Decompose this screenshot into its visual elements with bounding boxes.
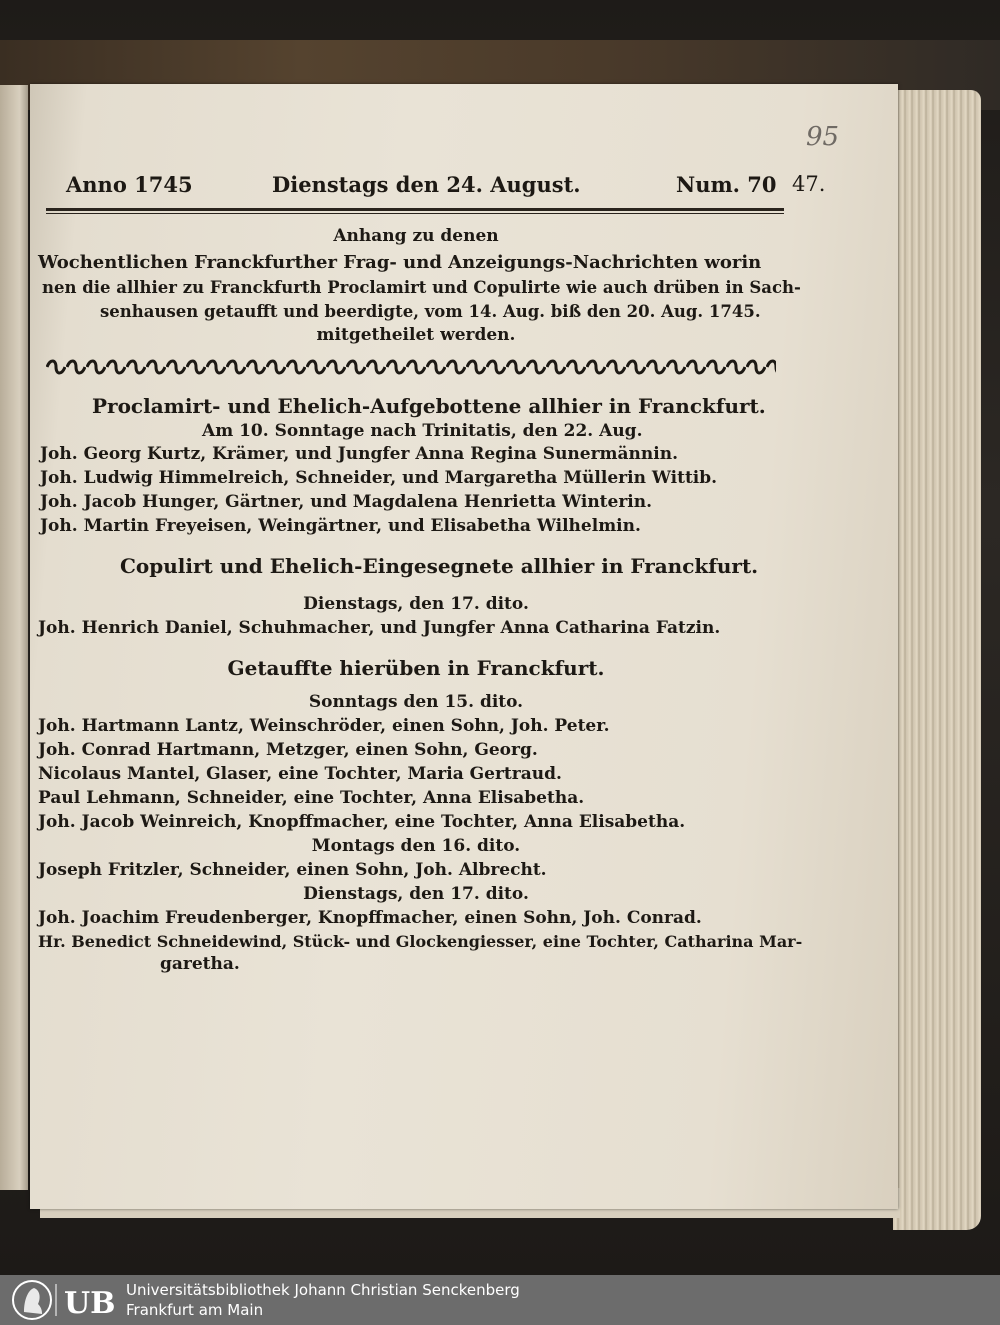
baptism-entry-continuation: garetha. — [160, 954, 240, 974]
baptism-entry: Joh. Joachim Freudenberger, Knopffmacher, einen Sohn, Joh. Conrad. — [38, 908, 702, 928]
left-page-edge — [0, 85, 28, 1190]
pencil-page-number: 95 — [806, 122, 840, 152]
header-date: Dienstags den 24. August. — [272, 172, 581, 197]
getauffte-day-3: Dienstags, den 17. dito. — [303, 884, 529, 904]
copulirt-entry: Joh. Henrich Daniel, Schuhmacher, und Jungfer Anna Catharina Fatzin. — [38, 618, 721, 638]
proclamirt-subheading: Am 10. Sonntage nach Trinitatis, den 22. Aug. — [202, 421, 643, 441]
header-rule — [46, 208, 784, 211]
ub-logo-text: UB — [64, 1286, 116, 1321]
footer-line-1: Universitätsbibliothek Johann Christian Senckenberg — [126, 1281, 520, 1299]
baptism-entry: Paul Lehmann, Schneider, eine Tochter, Anna Elisabetha. — [38, 788, 585, 808]
baptism-entry: Joh. Conrad Hartmann, Metzger, einen Sohn, Georg. — [38, 740, 538, 760]
intro-line-5: mitgetheilet werden. — [316, 325, 516, 345]
proclamirt-entry: Joh. Jacob Hunger, Gärtner, und Magdalena Henrietta Winterin. — [40, 492, 653, 512]
intro-line-1: Anhang zu denen — [333, 226, 499, 246]
baptism-entry: Hr. Benedict Schneidewind, Stück- und Glockengiesser, eine Tochter, Catharina Mar- — [38, 932, 803, 951]
header-year: Anno 1745 — [66, 172, 193, 197]
baptism-entry: Nicolaus Mantel, Glaser, eine Tochter, Maria Gertraud. — [38, 764, 562, 784]
page-stack-edge — [893, 90, 981, 1230]
baptism-entry: Joseph Fritzler, Schneider, einen Sohn, Joh. Albrecht. — [38, 860, 547, 880]
document-page — [30, 84, 898, 1209]
getauffte-day-2: Montags den 16. dito. — [311, 836, 521, 856]
getauffte-heading: Getauffte hierüben in Franckfurt. — [227, 656, 605, 680]
ornamental-border — [46, 356, 776, 378]
header-number: Num. 70 — [676, 172, 777, 197]
ub-logo — [6, 1278, 118, 1322]
header-folio: 47. — [792, 172, 826, 196]
proclamirt-entry: Joh. Georg Kurtz, Krämer, und Jungfer Anna Regina Sunermännin. — [40, 444, 679, 464]
proclamirt-entry: Joh. Ludwig Himmelreich, Schneider, und Margaretha Müllerin Wittib. — [40, 468, 718, 488]
baptism-entry: Joh. Hartmann Lantz, Weinschröder, einen Sohn, Joh. Peter. — [38, 716, 610, 736]
library-footer — [0, 1275, 1000, 1325]
copulirt-heading: Copulirt und Ehelich-Eingesegnete allhier in Franckfurt. — [120, 554, 759, 578]
intro-line-2: Wochentlichen Franckfurther Frag- und Anzeigungs-Nachrichten worin — [38, 252, 762, 273]
header-rule-thin — [46, 213, 784, 214]
intro-line-3: nen die allhier zu Franckfurth Proclamirt und Copulirte wie auch drüben in Sach- — [42, 278, 801, 297]
getauffte-day-1: Sonntags den 15. dito. — [308, 692, 524, 712]
proclamirt-heading: Proclamirt- und Ehelich-Aufgebottene allhier in Franckfurt. — [92, 394, 766, 418]
footer-line-2: Frankfurt am Main — [126, 1301, 264, 1319]
baptism-entry: Joh. Jacob Weinreich, Knopffmacher, eine Tochter, Anna Elisabetha. — [38, 812, 686, 832]
intro-line-4: senhausen getaufft und beerdigte, vom 14. Aug. biß den 20. Aug. 1745. — [100, 302, 761, 321]
proclamirt-entry: Joh. Martin Freyeisen, Weingärtner, und Elisabetha Wilhelmin. — [40, 516, 641, 536]
copulirt-subheading: Dienstags, den 17. dito. — [303, 594, 529, 614]
